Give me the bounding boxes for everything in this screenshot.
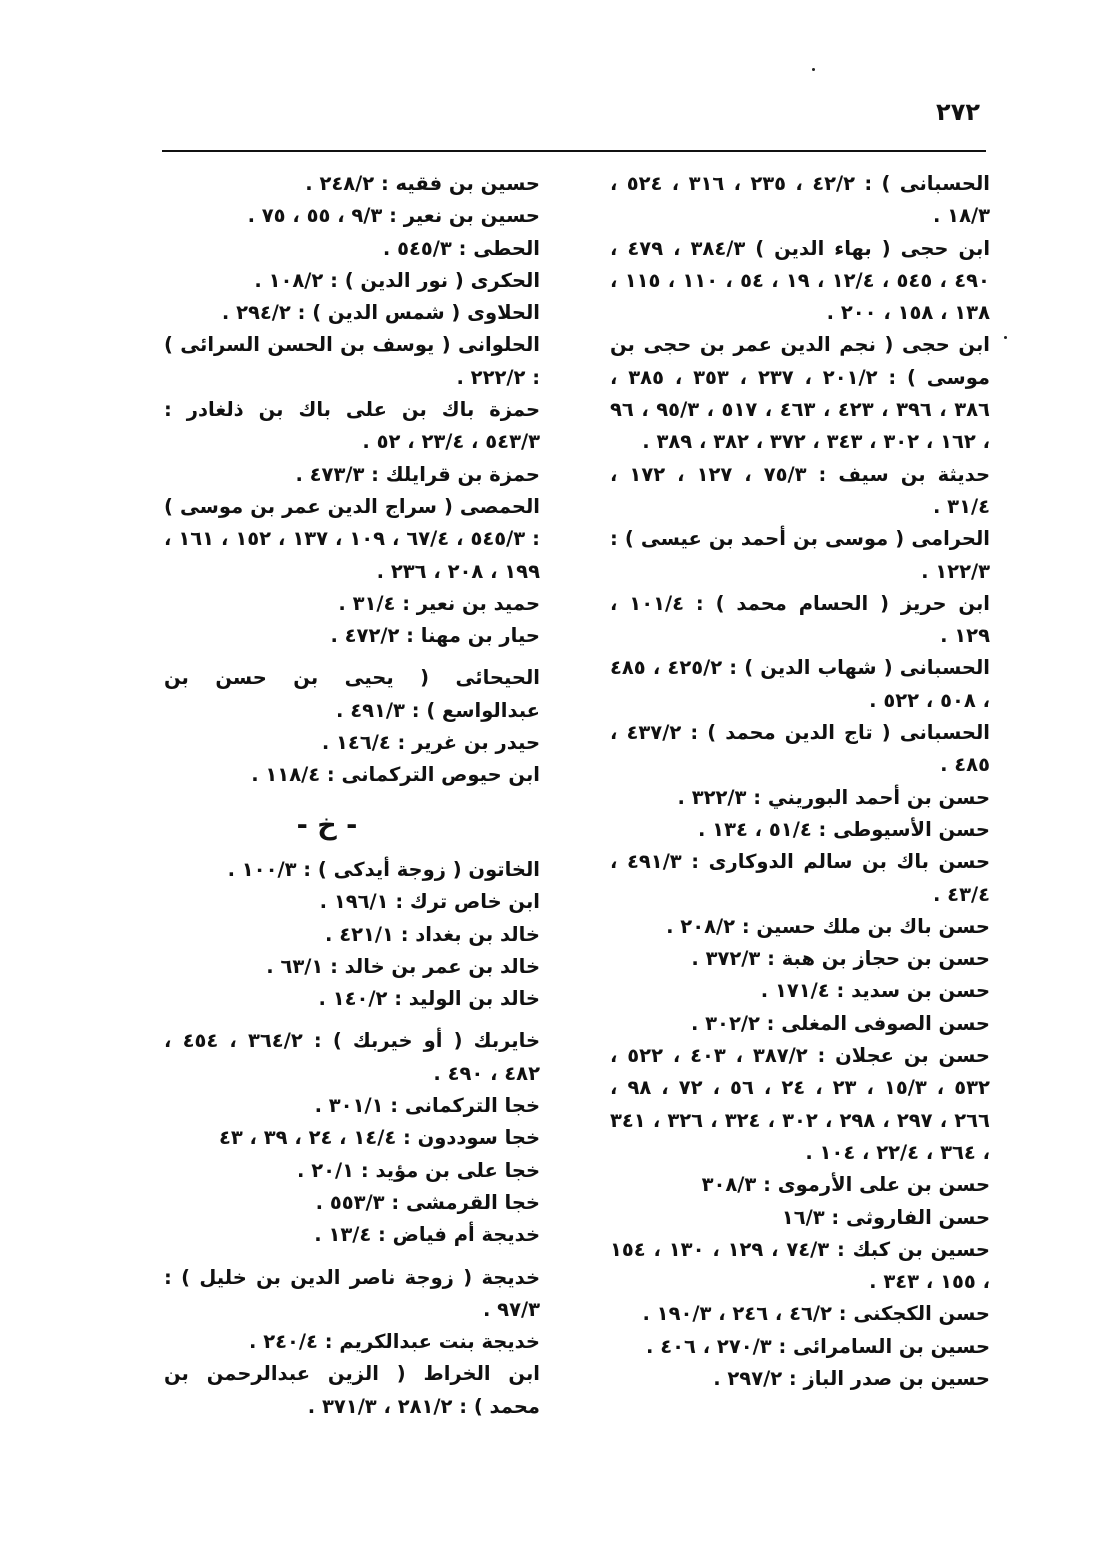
index-entry: خالد بن بغداد : ٤٢١/١ . — [324, 922, 540, 946]
index-entry: خالد بن الوليد : ١٤٠/٢ . — [318, 987, 540, 1011]
index-entry: حميد بن نعير : ٣١/٤ . — [338, 591, 540, 615]
index-entry: الحسبانى ( شهاب الدين ) : ٤٢٥/٢ ، ٤٨٥ ، ٥٠٨ ، ٥٢٢ . — [610, 656, 990, 712]
index-entry: الحطى : ٥٤٥/٣ . — [382, 236, 540, 260]
index-list-ha — [164, 168, 540, 792]
index-entry: حسن الصوفى المغلى : ٣٠٢/٢ . — [690, 1011, 990, 1035]
index-entry: حسين بن كبك : ٧٤/٣ ، ١٢٩ ، ١٣٠ ، ١٥٤ ، ١٥٥ ، ٣٤٣ . — [610, 1237, 990, 1294]
index-entry: حسين بن نعير : ٩/٣ ، ٥٥ ، ٧٥ . — [247, 204, 540, 228]
index-entry: ابن خاص ترك : ١٩٦/١ . — [319, 890, 540, 914]
index-entry: الحلوانى ( يوسف بن الحسن السرائى ) : ٢٢٢/٢ . — [164, 333, 540, 389]
page-number: ٢٧٢ — [936, 98, 980, 126]
index-entry: خالد بن عمر بن خالد : ٦٣/١ . — [266, 954, 540, 978]
index-entry: حسين بن صدر الباز : ٢٩٧/٢ . — [713, 1366, 990, 1390]
index-entry: خجا سوددون : ١٤/٤ ، ٢٤ ، ٣٩ ، ٤٣ — [218, 1126, 540, 1150]
index-entry: حسن بن على الأرموى : ٣٠٨/٣ — [701, 1173, 990, 1197]
index-entry: الحكرى ( نور الدين ) : ١٠٨/٢ . — [254, 268, 540, 292]
index-entry: ابن حجى ( بهاء الدين ) ٣٨٤/٣ ، ٤٧٩ ، ٤٩٠ ، ٥٤٥ ، ١٢/٤ ، ١٩ ، ٥٤ ، ١١٠ ، ١١٥ ، ١٣٨ ، ١٥٨ ، ٢٠٠ . — [610, 236, 991, 325]
index-column-right — [610, 168, 990, 1395]
index-entry: خجا التركمانى : ٣٠١/١ . — [314, 1094, 540, 1118]
margin-speck — [812, 68, 815, 71]
index-entry: الحرامى ( موسى بن أحمد بن عيسى ) : ١٢٢/٣ . — [610, 527, 990, 583]
index-entry: خديجة أم فياض : ١٣/٤ . — [314, 1223, 540, 1247]
margin-speck — [1004, 336, 1007, 339]
index-entry: حمزة باك بن على باك بن ذلغادر : ٥٤٣/٣ ، ٢٣/٤ ، ٥٢ . — [164, 398, 540, 454]
index-entry: حديثة بن سيف : ٧٥/٣ ، ١٢٧ ، ١٧٢ ، ٣١/٤ . — [610, 462, 990, 518]
index-entry: خايربك ( أو خيربك ) : ٣٦٤/٢ ، ٤٥٤ ، ٤٨٢ ، ٤٩٠ . — [164, 1029, 540, 1085]
index-entry: حسن بن سديد : ١٧١/٤ . — [760, 979, 990, 1003]
index-entry: حسن الكجكنى : ٤٦/٢ ، ٢٤٦ ، ١٩٠/٣ . — [642, 1302, 990, 1326]
index-entry: ابن الخراط ( الزين عبدالرحمن بن محمد ) : ٢٨١/٢ ، ٣٧١/٣ . — [164, 1362, 540, 1418]
index-entry: حسن الأسيوطى : ٥١/٤ ، ١٣٤ . — [697, 817, 990, 841]
index-entry: الحسبانى ) : ٤٢/٢ ، ٢٣٥ ، ٣١٦ ، ٥٢٤ ، ١٨/٣ . — [610, 172, 990, 228]
index-entry: حيدر بن غرير : ١٤٦/٤ . — [321, 731, 540, 755]
index-entry: ابن حريز ( الحسام محمد ) : ١٠١/٤ ، ١٢٩ . — [610, 591, 990, 648]
index-entry: الحمصى ( سراج الدين عمر بن موسى ) : ٥٤٥/٣ ، ٦٧/٤ ، ١٠٩ ، ١٣٧ ، ١٥٢ ، ١٦١ ، ١٩٩ ، ٢٠٨ ، ٢٣٦ . — [164, 494, 540, 583]
index-entry: ابن حجى ( نجم الدين عمر بن حجى بن موسى ) : ٢٠١/٢ ، ٢٣٧ ، ٣٥٣ ، ٣٨٥ ، ٣٨٦ ، ٣٩٦ ، ٤٢٣ ، ٤٦٣ ، ٥١٧ ، ٩٥/٣ ، ٩٦ ، ١٦٢ ، ٣٠٢ ، ٣٤٣ ، ٣٧٢ ، ٣٨٢ ، ٣٨٩ . — [610, 333, 990, 454]
index-entry: حسين بن السامرائى : ٢٧٠/٣ ، ٤٠٦ . — [646, 1334, 990, 1358]
index-entry: الحيحائى ( يحيى بن حسن بن عبدالواسع ) : ٤٩١/٣ . — [164, 666, 540, 722]
index-entry: حسن بن عجلان : ٣٨٧/٢ ، ٤٠٣ ، ٥٢٢ ، ٥٣٢ ، ١٥/٣ ، ٢٣ ، ٢٤ ، ٥٦ ، ٧٢ ، ٩٨ ، ٢٦٦ ، ٢٩٧ ، ٢٩٨ ، ٣٠٢ ، ٣٢٤ ، ٣٢٦ ، ٣٤١ ، ٣٦٤ ، ٢٢/٤ ، ١٠٤ . — [610, 1044, 990, 1164]
section-heading-kha: - خ - — [296, 809, 358, 841]
index-entry: حيار بن مهنا : ٤٧٢/٢ . — [330, 624, 540, 648]
index-entry: الحسبانى ( تاج الدين محمد ) : ٤٣٧/٢ ، ٤٨٥ . — [610, 721, 990, 777]
index-entry: خديجة ( زوجة ناصر الدين بن خليل ) : ٩٧/٣ . — [164, 1265, 540, 1321]
index-list-kha — [164, 854, 540, 1423]
index-entry: خجا على بن مؤيد : ٢٠/١ . — [297, 1158, 540, 1182]
index-entry: حسن بن حجاز بن هبة : ٣٧٢/٣ . — [691, 947, 990, 971]
index-entry: خديجة بنت عبدالكريم : ٢٤٠/٤ . — [249, 1330, 540, 1354]
index-entry: حسين بن فقيه : ٢٤٨/٢ . — [305, 172, 540, 195]
header-rule — [162, 150, 986, 152]
index-entry: حمزة بن قرايلك : ٤٧٣/٣ . — [295, 462, 540, 486]
index-entry: حسن الفاروثى : ١٦/٣ — [781, 1205, 990, 1229]
index-entry: خجا القرمشى : ٥٥٣/٣ . — [315, 1190, 540, 1214]
index-column-left — [164, 168, 540, 1423]
index-entry: حسن باك بن سالم الدوكارى : ٤٩١/٣ ، ٤٣/٤ . — [610, 850, 991, 906]
index-entry: حسن بن أحمد البوريني : ٣٢٢/٣ . — [677, 785, 990, 809]
index-entry: ابن حيوص التركمانى : ١١٨/٤ . — [251, 763, 540, 787]
index-entry: الخاتون ( زوجة أيدكى ) : ١٠٠/٣ . — [227, 857, 540, 881]
index-entry: حسن باك بن ملك حسين : ٢٠٨/٢ . — [666, 914, 990, 938]
index-entry: الحلاوى ( شمس الدين ) : ٢٩٤/٢ . — [221, 301, 540, 325]
